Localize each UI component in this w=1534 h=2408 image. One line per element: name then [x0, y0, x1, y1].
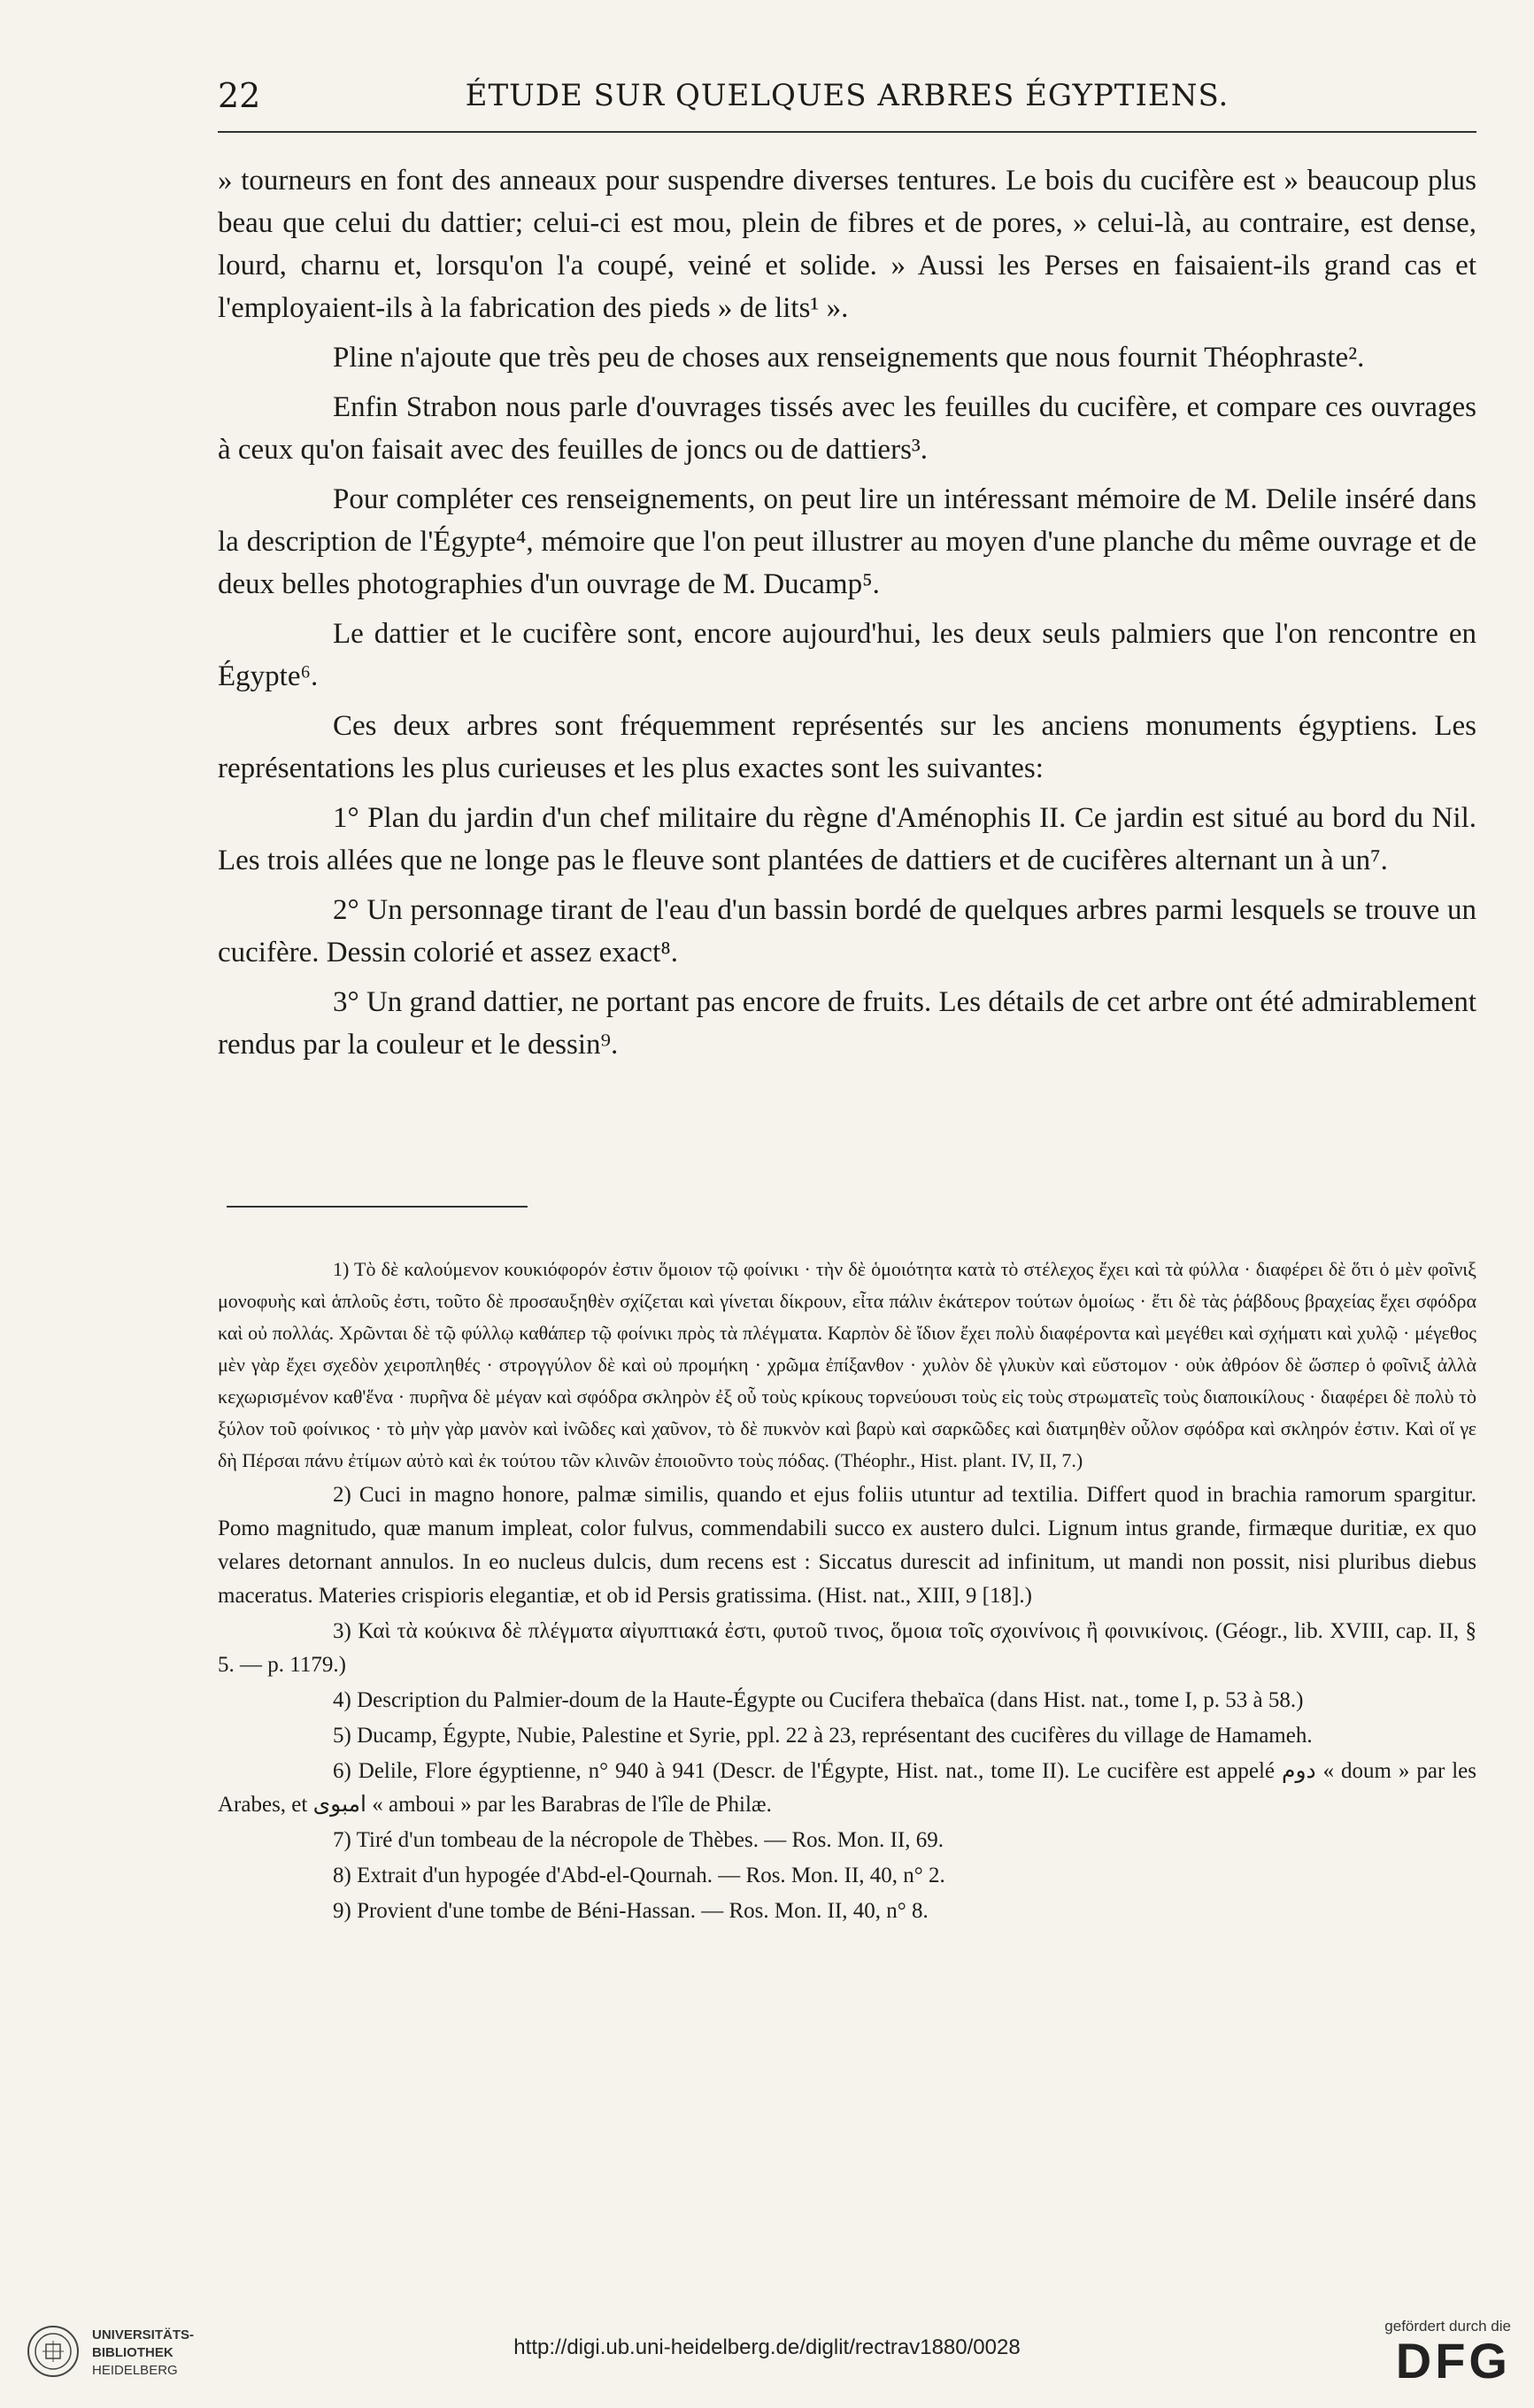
footnote: 2) Cuci in magno honore, palmæ similis, quando et ejus foliis utuntur ad textilia. Differt quod in brachia ramorum spargitur. Pomo magnitudo, quæ manum impleat, color fulvus, commendabili succo ex austero dulci. Lignum intus grande, firmæque duritiæ, ex quo velares detornant annulos. In eo nucleus dulcis, dum recens est : Siccatus durescit ad infinitum, ut mandi non possit, nisi pluribus diebus maceratus. Materies crispioris elegantiæ, et ob id Persis gratissima. (Hist. nat., XIII, 9 [18].) [218, 1483, 1476, 1608]
running-title: ÉTUDE SUR QUELQUES ARBRES ÉGYPTIENS. [465, 78, 1230, 113]
paragraph: 3° Un grand dattier, ne portant pas encore de fruits. Les détails de cet arbre ont été admirablement rendus par la couleur et le dessin⁹. [218, 986, 1476, 1061]
header-rule [218, 131, 1476, 133]
footnote: 8) Extrait d'un hypogée d'Abd-el-Qournah. — Ros. Mon. II, 40, n° 2. [333, 1864, 945, 1887]
footnote: 5) Ducamp, Égypte, Nubie, Palestine et Syrie, ppl. 22 à 23, représentant des cucifères du village de Hamameh. [333, 1724, 1313, 1748]
digitization-footer [0, 2311, 1534, 2408]
paragraph: Enfin Strabon nous parle d'ouvrages tissés avec les feuilles du cucifère, et compare ces ouvrages à ceux qu'on faisait avec des feuilles de joncs ou de dattiers³. [218, 391, 1476, 466]
footnote: 1) Τὸ δὲ καλούμενον κουκιόφορόν ἐστιν ὅμοιον τῷ φοίνικι · τὴν δὲ ὁμοιότητα κατὰ τὸ στέλεχος ἔχει καὶ τὰ φύλλα · διαφέρει δὲ ὅτι ὁ μὲν φοῖνιξ μονοφυὴς καὶ ἁπλοῦς ἐστι, τοῦτο δὲ προσαυξηθὲν σχίζεται καὶ γίνεται δίκρουν, εἶτα πάλιν ἑκάτερον τούτων ὁμοίως · ἔτι δὲ τὰς ῥάβδους βραχείας ἔχει σφόδρα καὶ οὐ πολλάς. Χρῶνται δὲ τῷ φύλλῳ καθάπερ τῷ φοίνικι πρὸς τὰ πλέγματα. Καρπὸν δὲ ἴδιον ἔχει πολὺ διαφέροντα καὶ μεγέθει καὶ σχήματι καὶ χυλῷ · μέγεθος μὲν γὰρ ἔχει σχεδὸν χειροπληθές · στρογγύλον δὲ καὶ οὐ προμήκη · χρῶμα ἐπίξανθον · χυλὸν δὲ γλυκὺν καὶ εὔστομον · οὐκ ἀθρόον δὲ ὥσπερ ὁ φοῖνιξ ἀλλὰ κεχωρισμένον καθ'ἕνα · πυρῆνα δὲ μέγαν καὶ σφόδρα σκληρὸν ἐξ οὗ τοὺς κρίκους τορνεύουσι τοὺς εἰς τοὺς στρωματεῖς τοὺς διαποικίλους · διαφέρει δὲ πολὺ τὸ ξύλον τοῦ φοίνικος · τὸ μὴν γὰρ μανὸν καὶ ἰνῶδες καὶ χαῦνον, τὸ δὲ πυκνὸν καὶ βαρὺ καὶ σαρκῶδες καὶ διατμηθὲν οὖλον σφόδρα καὶ σκληρόν ἐστιν. Καὶ οἵ γε δὴ Πέρσαι πάνυ ἐτίμων αὐτὸ καὶ ἐκ τούτου τῶν κλινῶν ἐποιοῦντο τοὺς πόδας. (Théophr., Hist. plant. IV, II, 7.) [218, 1258, 1476, 1471]
footnotes [218, 1254, 1476, 1930]
source-url-link[interactable]: http://digi.ub.uni-heidelberg.de/diglit/rectrav1880/0028 [513, 2335, 1021, 2359]
paragraph: Pline n'ajoute que très peu de choses aux renseignements que nous fournit Théophraste². [333, 342, 1365, 374]
paragraph: Pour compléter ces renseignements, on peut lire un intéressant mémoire de M. Delile inséré dans la description de l'Égypte⁴, mémoire que l'on peut illustrer au moyen d'une planche du même ouvrage et de deux belles photographies d'un ouvrage de M. Ducamp⁵. [218, 483, 1476, 600]
body-text [218, 159, 1476, 1073]
institution-line: HEIDELBERG [92, 2363, 178, 2378]
footnote: 3) Καὶ τὰ κούκινα δὲ πλέγματα αἰγυπτιακά ἐστι, φυτοῦ τινος, ὅμοια τοῖς σχοινίνοις ἢ φοινικίνοις. (Géogr., lib. XVIII, cap. II, § 5. — p. 1179.) [218, 1619, 1476, 1677]
institution-line: UNIVERSITÄTS- [92, 2327, 195, 2342]
institution-line: BIBLIOTHEK [92, 2345, 173, 2360]
footnote: 7) Tiré d'un tombeau de la nécropole de Thèbes. — Ros. Mon. II, 69. [333, 1828, 944, 1852]
paragraph: Ces deux arbres sont fréquemment représentés sur les anciens monuments égyptiens. Les représentations les plus curieuses et les plus exactes sont les suivantes: [218, 710, 1476, 784]
funder-text: gefördert durch die [1384, 2318, 1511, 2335]
footnote: 4) Description du Palmier-doum de la Haute-Égypte ou Cucifera thebaïca (dans Hist. nat., tome I, p. 53 à 58.) [333, 1688, 1304, 1712]
paragraph: 1° Plan du jardin d'un chef militaire du règne d'Aménophis II. Ce jardin est situé au bord du Nil. Les trois allées que ne longe pas le fleuve sont plantées de dattiers et de cucifères alternant un à un⁷. [218, 802, 1476, 876]
footnote: 9) Provient d'une tombe de Béni-Hassan. — Ros. Mon. II, 40, n° 8. [333, 1899, 929, 1923]
footnote-rule [227, 1206, 528, 1208]
footnote: 6) Delile, Flore égyptienne, n° 940 à 941 (Descr. de l'Égypte, Hist. nat., tome II). Le cucifère est appelé دوم « doum » par les Arabes, et امبوى « amboui » par les Barabras de l'île de Philæ. [218, 1759, 1476, 1817]
paragraph: » tourneurs en font des anneaux pour suspendre diverses tentures. Le bois du cucifère est » beaucoup plus beau que celui du dattier; celui-ci est mou, plein de fibres et de pores, » celui-là, au contraire, est dense, lourd, charnu et, lorsqu'on l'a coupé, veiné et solide. » Aussi les Perses en faisaient-ils grand cas et l'employaient-ils à la fabrication des pieds » de lits¹ ». [218, 165, 1476, 324]
dfg-logo: DFG [1395, 2333, 1511, 2389]
page-header [218, 69, 1476, 122]
paragraph: 2° Un personnage tirant de l'eau d'un bassin bordé de quelques arbres parmi lesquels se trouve un cucifère. Dessin colorié et assez exact⁸. [218, 894, 1476, 969]
funder-block [1384, 2318, 1511, 2387]
paragraph: Le dattier et le cucifère sont, encore aujourd'hui, les deux seuls palmiers que l'on rencontre en Égypte⁶. [218, 618, 1476, 692]
page-number: 22 [218, 76, 261, 115]
